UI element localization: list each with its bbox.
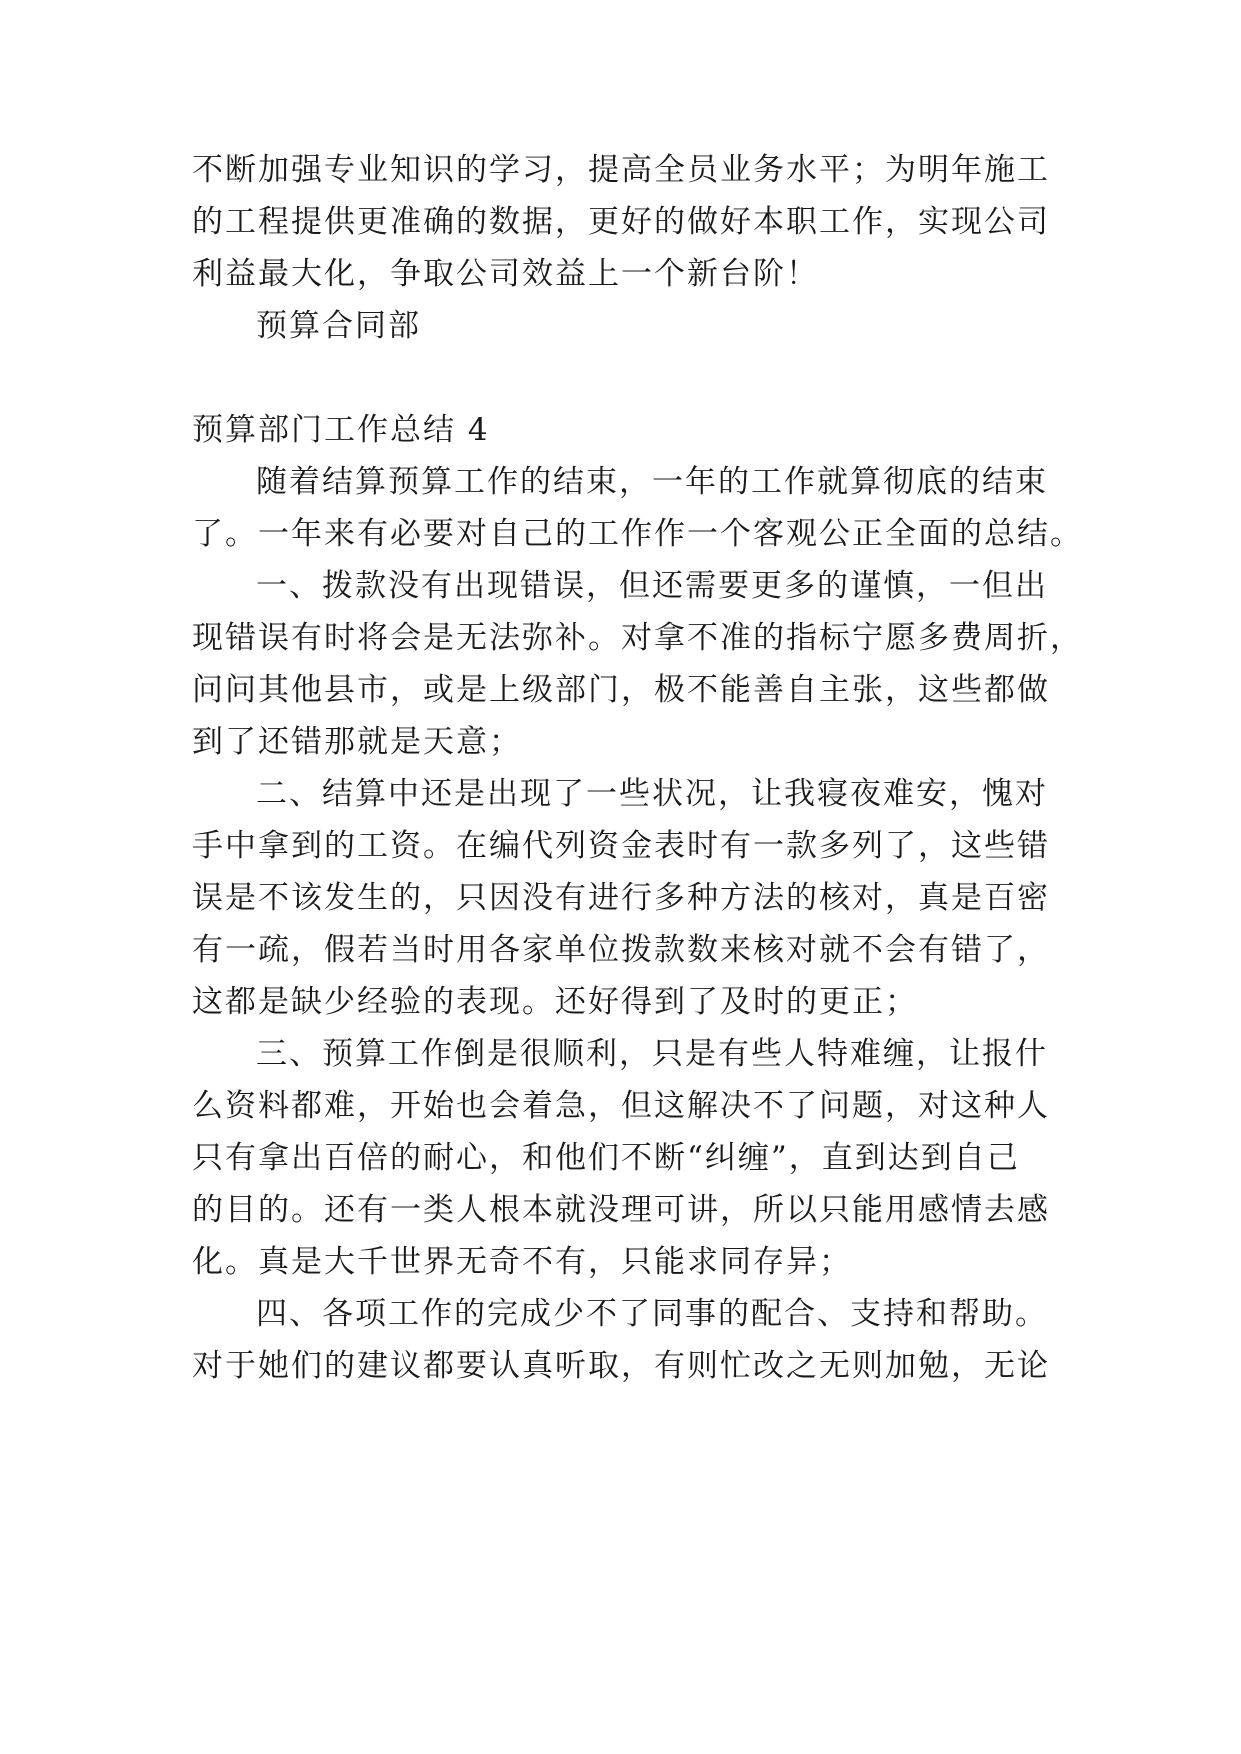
paragraph-line: 不断加强专业知识的学习，提高全员业务水平；为明年施工 xyxy=(192,152,1050,188)
paragraph-line: 一、拨款没有出现错误，但还需要更多的谨慎，一但出 xyxy=(256,568,1048,604)
paragraph-line: 的工程提供更准确的数据，更好的做好本职工作，实现公司 xyxy=(192,204,1050,240)
paragraph-line: 利益最大化，争取公司效益上一个新台阶！ xyxy=(192,256,819,292)
paragraph-line: 问问其他县市，或是上级部门，极不能善自主张，这些都做 xyxy=(192,672,1050,708)
paragraph-line: 三、预算工作倒是很顺利，只是有些人特难缠，让报什 xyxy=(256,1036,1048,1072)
paragraph-line: 的目的。还有一类人根本就没理可讲，所以只能用感情去感 xyxy=(192,1192,1050,1228)
paragraph-line: 对于她们的建议都要认真听取，有则忙改之无则加勉，无论 xyxy=(192,1348,1050,1384)
paragraph-line: 现错误有时将会是无法弥补。对拿不准的指标宁愿多费周折， xyxy=(192,620,1083,656)
signature: 预算合同部 xyxy=(256,308,421,344)
paragraph-line: 四、各项工作的完成少不了同事的配合、支持和帮助。 xyxy=(256,1296,1048,1332)
paragraph-line: 么资料都难，开始也会着急，但这解决不了问题，对这种人 xyxy=(192,1088,1050,1124)
paragraph-line: 了。一年来有必要对自己的工作作一个客观公正全面的总结。 xyxy=(192,516,1083,552)
paragraph-line: 到了还错那就是天意； xyxy=(192,724,522,760)
paragraph-line: 化。真是大千世界无奇不有，只能求同存异； xyxy=(192,1244,852,1280)
paragraph-line: 有一疏，假若当时用各家单位拨款数来核对就不会有错了， xyxy=(192,932,1050,968)
paragraph-line: 只有拿出百倍的耐心，和他们不断“纠缠”，直到达到自己 xyxy=(192,1140,1020,1176)
paragraph-line: 手中拿到的工资。在编代列资金表时有一款多列了，这些错 xyxy=(192,828,1050,864)
paragraph-line: 这都是缺少经验的表现。还好得到了及时的更正； xyxy=(192,984,918,1020)
paragraph-line: 误是不该发生的，只因没有进行多种方法的核对，真是百密 xyxy=(192,880,1050,916)
paragraph-line: 二、结算中还是出现了一些状况，让我寝夜难安，愧对 xyxy=(256,776,1048,812)
section-title: 预算部门工作总结 4 xyxy=(192,412,490,448)
paragraph-line: 随着结算预算工作的结束，一年的工作就算彻底的结束 xyxy=(256,464,1048,500)
